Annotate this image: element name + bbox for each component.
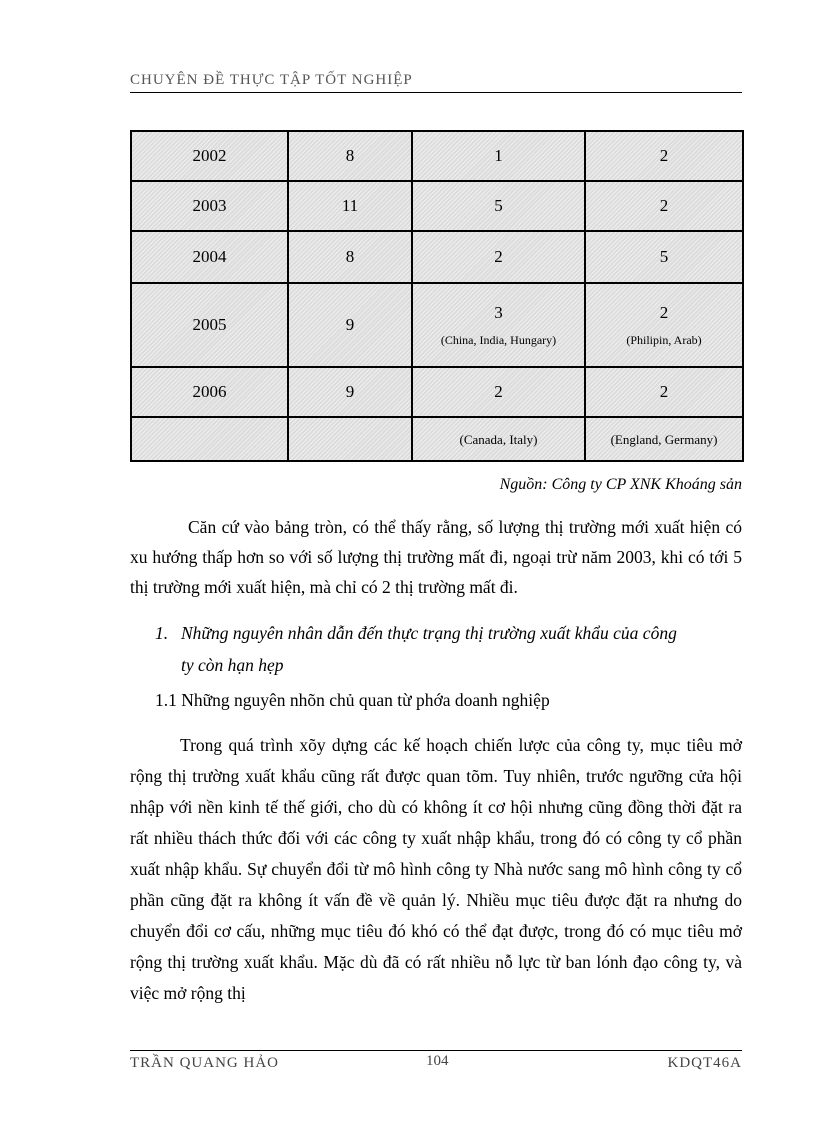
table-row: [131, 283, 743, 367]
lost-markets-note: (England, Germany): [610, 432, 718, 447]
lost-markets-cell: [585, 231, 743, 283]
paragraph-1: Căn cứ vào bảng tròn, có thể thấy rằng, số lượng thị trường mới xuất hiện có xu hướng thấp hơn so với số lượng thị trường mất đi, ngoại trừ năm 2003, khi có tới 5 thị trường mới xuất hiện, mà chỉ có 2 thị trường mất đi.: [130, 517, 742, 597]
new-markets-note: (Canada, Italy): [459, 432, 538, 447]
footer-class: KDQT46A: [667, 1055, 742, 1071]
paragraph-2: Trong quá trình xõy dựng các kế hoạch chiến lược của công ty, mục tiêu mở rộng thị trường xuất khẩu cũng rất được quan tõm. Tuy nhiên, trước ngưỡng cửa hội nhập với nền kinh tế thế giới, cho dù có không ít cơ hội nhưng cũng đồng thời đặt ra rất nhiều thách thức đối với các công ty xuất nhập khẩu, trong đó có công ty cổ phần xuất nhập khẩu. Sự chuyển đổi từ mô hình công ty Nhà nước sang mô hình công ty cổ phần cũng đặt ra không ít vấn đề về quản lý. Nhiều mục tiêu được đặt ra nhưng do chuyển đổi cơ cấu, những mục tiêu đó khó có thể đạt được, trong đó có mục tiêu mở rộng thị trường xuất khẩu. Mặc dù đã có rất nhiều nỗ lực từ ban lónh đạo công ty, và việc mở rộng thị: [130, 735, 742, 1003]
heading-line-1: Những nguyên nhân dẫn đến thực trạng thị trường xuất khẩu của công: [181, 623, 677, 643]
new-count: 3: [494, 302, 503, 322]
table-row: [131, 181, 743, 231]
lost-markets-note: (Philipin, Arab): [626, 332, 702, 347]
lost-count: 5: [659, 247, 669, 266]
new-markets-cell: [412, 131, 585, 181]
total-cell: 8: [288, 131, 412, 181]
total-cell: [288, 417, 412, 461]
lost-markets-cell: [585, 181, 743, 231]
new-markets-note: (China, India, Hungary): [440, 332, 557, 347]
market-table: [130, 130, 744, 462]
heading-number: 1.: [155, 623, 169, 643]
lost-count: 2: [659, 302, 669, 322]
page-footer: [130, 1050, 742, 1071]
lost-count: 2: [659, 382, 669, 401]
table-row: [131, 367, 743, 417]
new-markets-cell: [412, 231, 585, 283]
total-cell: 11: [288, 181, 412, 231]
new-markets-cell: [412, 367, 585, 417]
lost-markets-cell: [585, 131, 743, 181]
footer-author: TRẦN QUANG HẢO: [130, 1055, 279, 1071]
table-row: [131, 231, 743, 283]
lost-count: 2: [659, 146, 669, 165]
year-cell: [131, 417, 288, 461]
new-count: 5: [494, 196, 503, 215]
year-cell: 2006: [131, 367, 288, 417]
page-header: [130, 72, 742, 93]
lost-count: 2: [659, 196, 669, 215]
heading-line-2: ty còn hạn hẹp: [181, 655, 284, 675]
table-row: [131, 131, 743, 181]
year-cell: 2002: [131, 131, 288, 181]
new-markets-cell: [412, 283, 585, 367]
year-cell: 2004: [131, 231, 288, 283]
total-cell: 8: [288, 231, 412, 283]
total-cell: 9: [288, 283, 412, 367]
page-number: 104: [426, 1053, 449, 1069]
table-row: [131, 417, 743, 461]
new-markets-cell: [412, 417, 585, 461]
section-heading-1: [155, 617, 745, 681]
lost-markets-cell: [585, 417, 743, 461]
lost-markets-cell: [585, 367, 743, 417]
total-cell: 9: [288, 367, 412, 417]
new-count: 2: [494, 382, 503, 401]
new-markets-cell: [412, 181, 585, 231]
lost-markets-cell: [585, 283, 743, 367]
new-count: 1: [494, 146, 503, 165]
year-cell: 2005: [131, 283, 288, 367]
header-title: CHUYÊN ĐỀ THỰC TẬP TỐT NGHIỆP: [130, 72, 413, 88]
year-cell: 2003: [131, 181, 288, 231]
new-count: 2: [494, 247, 503, 266]
table-source: Nguồn: Công ty CP XNK Khoáng sản: [499, 476, 742, 493]
subsection-heading: 1.1 Những nguyên nhõn chủ quan từ phớa doanh nghiệp: [155, 690, 550, 710]
